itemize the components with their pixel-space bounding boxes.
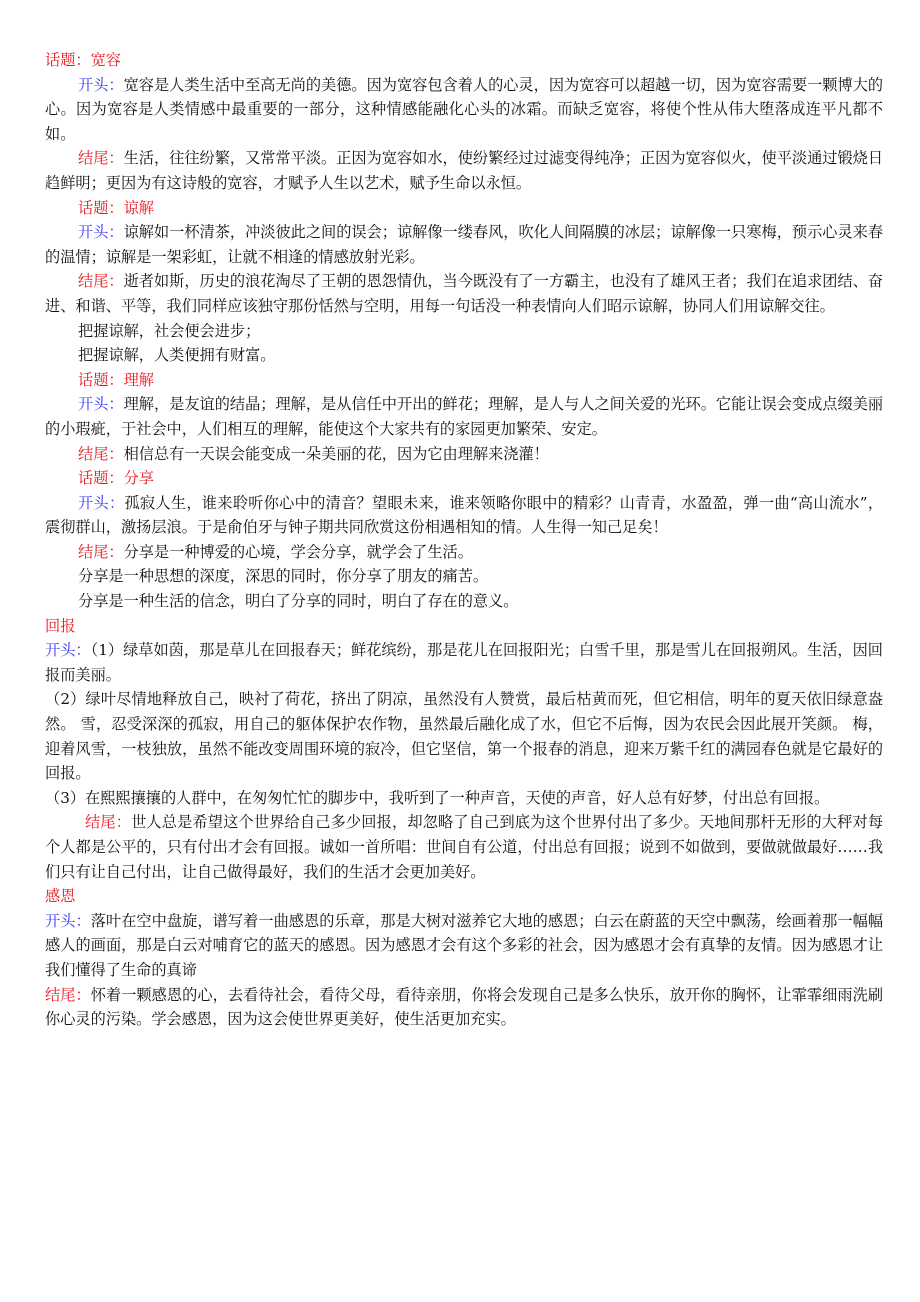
extra-line: 把握谅解，社会便会进步； bbox=[78, 321, 261, 340]
ending-label: 结尾： bbox=[78, 149, 124, 168]
ending-text: 逝者如斯，历史的浪花淘尽了王朝的恩怨情仇，当今既没有了一方霸主，也没有了雄风王者；我们在追求团结、奋进、和谐、平等，我们同样应该独守那份恬然与空明，用每一句话没一种表情向人们昭示谅解，协同人们用谅解交往。 bbox=[45, 272, 884, 315]
topic-heading: 话题：宽容 bbox=[45, 51, 121, 69]
opening-label: 开头： bbox=[78, 75, 124, 94]
topic-heading: 感恩 bbox=[45, 887, 76, 906]
ending-paragraph bbox=[45, 269, 883, 318]
extra-line: 分享是一种思想的深度，深思的同时，你分享了朋友的痛苦。 bbox=[78, 567, 489, 586]
body-paragraph: （3）在熙熙攘攘的人群中，在匆匆忙忙的脚步中，我听到了一种声音，天使的声音，好人总有好梦，付出总有回报。 bbox=[45, 788, 830, 807]
topic-heading: 话题：分享 bbox=[78, 469, 154, 488]
ending-text: 怀着一颗感恩的心，去看待社会，看待父母，看待亲朋，你将会发现自己是多么快乐，放开你的胸怀，让霏霏细雨洗刷你心灵的污染。学会感恩，因为这会使世界更美好，使生活更加充实。 bbox=[45, 985, 884, 1029]
topic-heading: 话题：理解 bbox=[78, 370, 154, 389]
opening-paragraph bbox=[45, 392, 883, 441]
ending-label: 结尾： bbox=[78, 272, 124, 291]
opening-label: 开头： bbox=[45, 911, 91, 930]
opening-label: 开头： bbox=[45, 641, 91, 660]
opening-text: 谅解如一杯清茶，冲淡彼此之间的误会；谅解像一缕春风，吹化人间隔膜的冰层；谅解像一只寒梅，预示心灵来春的温情；谅解是一架彩虹，让就不相逢的情感放射光彩。 bbox=[45, 223, 884, 266]
ending-paragraph bbox=[45, 540, 883, 565]
opening-text: 宽容是人类生活中至高无尚的美德。因为宽容包含着人的心灵，因为宽容可以超越一切，因为宽容需要一颗博大的心。因为宽容是人类情感中最重要的一部分，这种情感能融化心头的冰霜。而缺乏宽容，将使个性从伟大堕落成连平凡都不如。 bbox=[45, 75, 884, 143]
ending-label: 结尾： bbox=[45, 985, 91, 1004]
extra-line: 把握谅解，人类便拥有财富。 bbox=[78, 346, 276, 365]
ending-paragraph bbox=[45, 442, 883, 467]
ending-label: 结尾： bbox=[78, 444, 124, 463]
ending-text: 分享是一种博爱的心境，学会分享，就学会了生活。 bbox=[123, 542, 473, 561]
opening-label: 开头： bbox=[78, 395, 124, 414]
opening-label: 开头： bbox=[78, 223, 124, 242]
opening-paragraph bbox=[45, 220, 883, 269]
ending-label: 结尾： bbox=[85, 813, 132, 832]
opening-label: 开头： bbox=[78, 493, 125, 512]
ending-paragraph bbox=[45, 983, 883, 1032]
ending-label: 结尾： bbox=[78, 542, 124, 561]
opening-paragraph bbox=[45, 909, 883, 983]
opening-text: 落叶在空中盘旋，谱写着一曲感恩的乐章，那是大树对滋养它大地的感恩；白云在蔚蓝的天空中飘荡，绘画着那一幅幅感人的画面，那是白云对哺育它的蓝天的感恩。因为感恩才会有这个多彩的社会，因为感恩才会有真挚的友情。因为感恩才让我们懂得了生命的真谛 bbox=[45, 911, 884, 979]
topic-heading: 回报 bbox=[45, 616, 76, 635]
body-paragraph: （2）绿叶尽情地释放自己，映衬了荷花，挤出了阴凉，虽然没有人赞赏，最后枯黄而死，但它相信，明年的夏天依旧绿意盎然。 雪，忍受深深的孤寂，用自己的躯体保护农作物，虽然最后融化成了水，但它不后悔，因为农民会因此展开笑颜。 梅，迎着风雪，一枝独放，虽然不能改变周围环境的寂冷，但它坚信，第一个报春的消息，迎来万紫千红的满园春色就是它最好的回报。 bbox=[45, 690, 883, 783]
extra-line: 分享是一种生活的信念，明白了分享的同时，明白了存在的意义。 bbox=[78, 592, 519, 611]
ending-paragraph bbox=[45, 146, 883, 195]
topic-heading: 话题：谅解 bbox=[78, 198, 154, 217]
ending-text: 相信总有一天误会能变成一朵美丽的花，因为它由理解来浇灌！ bbox=[123, 444, 549, 463]
ending-text: 世人总是希望这个世界给自己多少回报，却忽略了自己到底为这个世界付出了多少。天地间那杆无形的大秤对每个人都是公平的，只有付出才会有回报。诚如一首所唱：世间自有公道，付出总有回报；说到不如做到，要做就做最好……我们只有让自己付出，让自己做得最好，我们的生活才会更加美好。 bbox=[45, 813, 884, 881]
opening-paragraph bbox=[45, 491, 883, 540]
ending-paragraph bbox=[45, 810, 883, 884]
opening-paragraph bbox=[45, 638, 883, 687]
opening-paragraph bbox=[45, 73, 883, 147]
document-page bbox=[45, 48, 883, 1032]
opening-text: 孤寂人生，谁来聆听你心中的清音？望眼未来，谁来领略你眼中的精彩？山青青，水盈盈，弹一曲“高山流水”，震彻群山，激扬层浪。于是俞伯牙与钟子期共同欣赏这份相遇相知的情。人生得一知己足矣！ bbox=[45, 493, 884, 537]
opening-text: （1）绿草如茵，那是草儿在回报春天；鲜花缤纷，那是花儿在回报阳光；白雪千里，那是雪儿在回报朔风。生活，因回报而美丽。 bbox=[45, 641, 883, 684]
opening-text: 理解，是友谊的结晶；理解，是从信任中开出的鲜花；理解，是人与人之间关爱的光环。它能让误会变成点缀美丽的小瑕疵，于社会中，人们相互的理解，能使这个大家共有的家园更加繁荣、安定。 bbox=[45, 395, 884, 438]
ending-text: 生活，往往纷繁，又常常平淡。正因为宽容如水，使纷繁经过过滤变得纯净；正因为宽容似火，使平淡通过锻烧日趋鲜明；更因为有这诗般的宽容，才赋予人生以艺术，赋予生命以永恒。 bbox=[45, 149, 884, 192]
